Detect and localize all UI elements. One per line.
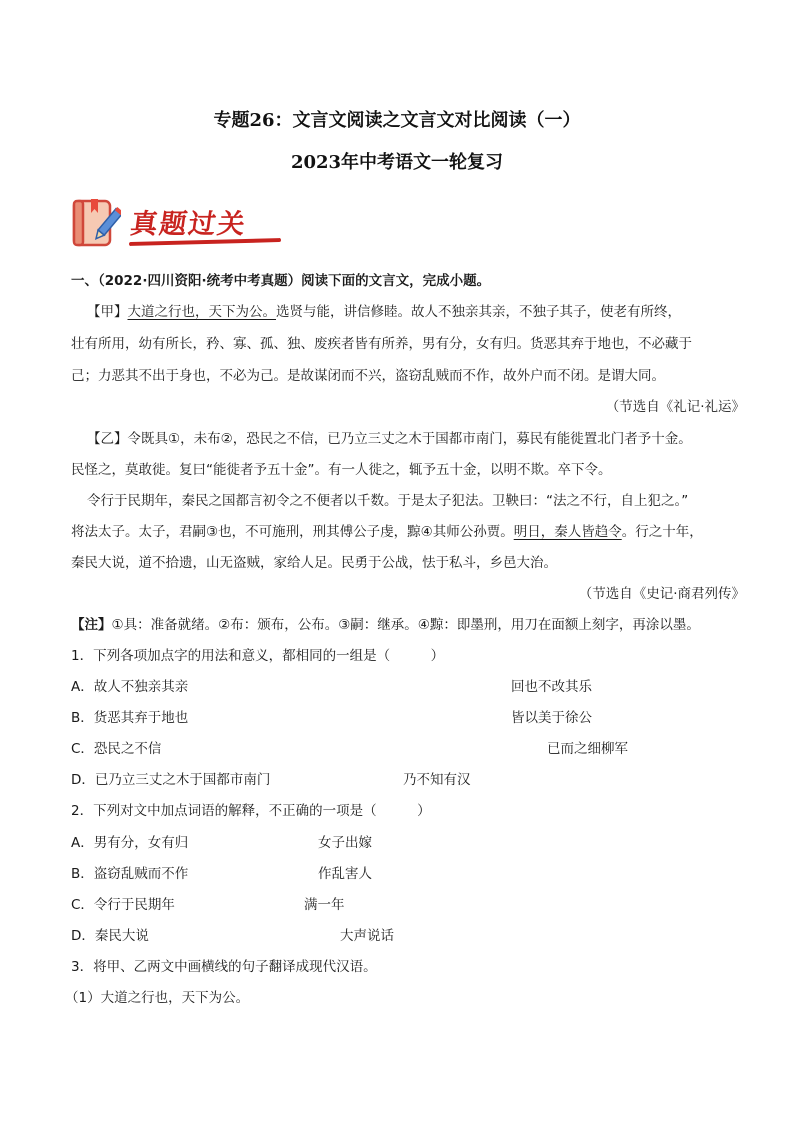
q2-option-d-meaning: 大声说话 [340, 928, 394, 944]
q1-option-a: A．故人不独亲其亲 [71, 679, 189, 695]
section-banner [71, 198, 281, 250]
banner-title: 真题过关 [128, 209, 249, 240]
question-1-stem: 1．下列各项加点字的用法和意义，都相同的一组是（ ） [71, 648, 445, 664]
q2-option-d: D．秦民大说 [71, 928, 149, 944]
q1-option-c-compare: 已而之细柳军 [547, 741, 628, 757]
q1-option-a-compare: 回也不改其乐 [511, 679, 592, 695]
question-3-sub1: （1）大道之行也，天下为公。 [65, 990, 250, 1006]
passage-yi-label: 【乙】 [87, 431, 128, 447]
passage-jia-line1-rest: 选贤与能，讲信修睦。故人不独亲其亲，不独子其子，使老有所终， [276, 304, 681, 320]
passage-jia-line2: 壮有所用，幼有所长，矜、寡、孤、独、废疾者皆有所养，男有分，女有归。货恶其弃于地也，不必藏于 [71, 336, 692, 352]
passage-yi-source: （节选自《史记·商君列传》 [578, 586, 745, 602]
passage-yi-line5: 秦民大说，道不拾遗，山无盗贼，家给人足。民勇于公战，怯于私斗，乡邑大治。 [71, 555, 557, 571]
page-subtitle: 2023年中考语文一轮复习 [290, 152, 504, 173]
passage-yi-underlined: 明日，秦人皆趋令 [513, 524, 622, 540]
notebook-pencil-icon [71, 198, 121, 248]
q2-option-b-meaning: 作乱害人 [318, 866, 372, 882]
q2-option-a-meaning: 女子出嫁 [318, 835, 372, 851]
passage-yi-line4-after: 。行之十年， [621, 524, 703, 540]
q1-option-d-compare: 乃不知有汉 [403, 772, 471, 788]
passage-yi-line2: 民怪之，莫敢徙。复曰“能徙者予五十金”。有一人徙之，辄予五十金，以明不欺。卒下令。 [71, 462, 612, 478]
passage-jia-source: （节选自《礼记·礼运》 [605, 399, 745, 415]
passage-jia-underlined: 大道之行也，天下为公。 [127, 304, 276, 320]
passage-yi-line3: 令行于民期年，秦民之国都言初令之不便者以千数。于是太子犯法。卫鞅曰：“法之不行，自上犯之。” [87, 493, 689, 509]
passage-yi-line1-text: 令既具①，未布②，恐民之不信，已乃立三丈之木于国都市南门，募民有能徙置北门者予十金。 [127, 431, 692, 447]
q2-option-c-meaning: 满一年 [304, 897, 345, 913]
notes-label: 【注】 [71, 617, 112, 633]
passage-jia-label: 【甲】 [87, 304, 128, 320]
question-3-stem: 3．将甲、乙两文中画横线的句子翻译成现代汉语。 [71, 959, 377, 975]
q1-option-b: B．货恶其弃于地也 [71, 710, 189, 726]
q1-option-b-compare: 皆以美于徐公 [511, 710, 592, 726]
q2-option-a: A．男有分，女有归 [71, 835, 189, 851]
passage-yi-line1 [87, 429, 692, 449]
q1-option-c: C．恐民之不信 [71, 741, 162, 757]
notes-text: ①具：准备就绪。②布：颁布，公布。③嗣：继承。④黥：即墨刑，用刀在面额上刻字，再涂以墨。 [111, 617, 700, 633]
q2-option-b: B．盗窃乱贼而不作 [71, 866, 189, 882]
passage-jia-line1 [87, 302, 681, 322]
notes [71, 615, 700, 635]
q1-option-d: D．已乃立三丈之木于国都市南门 [71, 772, 271, 788]
section-heading: 一、（2022·四川资阳·统考中考真题）阅读下面的文言文，完成小题。 [71, 273, 491, 289]
question-2-stem: 2．下列对文中加点词语的解释，不正确的一项是（ ） [71, 803, 431, 819]
passage-jia-line3: 己；力恶其不出于身也，不必为己。是故谋闭而不兴，盗窃乱贼而不作，故外户而不闭。是谓大同。 [71, 368, 665, 384]
page-title: 专题26：文言文阅读之文言文对比阅读（一） [213, 110, 581, 131]
passage-yi-line4-before: 将法太子。太子，君嗣③也，不可施刑，刑其傅公子虔，黥④其师公孙贾。 [71, 524, 514, 540]
q2-option-c: C．令行于民期年 [71, 897, 175, 913]
passage-yi-line4 [71, 522, 703, 542]
